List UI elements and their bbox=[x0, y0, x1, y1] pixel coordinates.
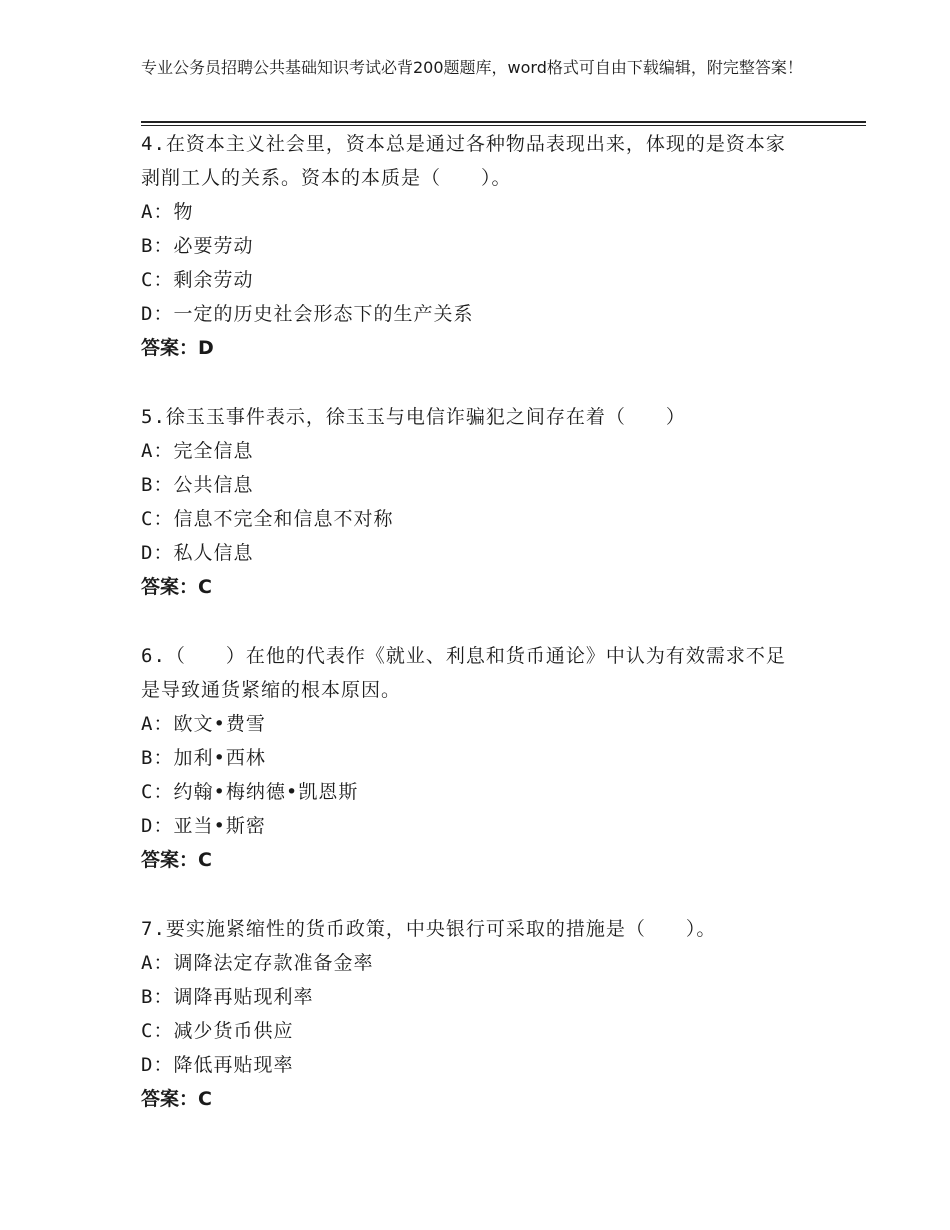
answer: 答案：C bbox=[141, 576, 212, 598]
option-c: C：减少货币供应 bbox=[141, 1020, 294, 1042]
question-stem: 7.要实施紧缩性的货币政策，中央银行可采取的措施是（ ）。 bbox=[141, 918, 717, 940]
header-rule-thick bbox=[141, 121, 866, 123]
header-rule-thin bbox=[141, 125, 866, 126]
question-stem: 4.在资本主义社会里，资本总是通过各种物品表现出来，体现的是资本家剥削工人的关系。资本的本质是（ ）。 bbox=[141, 133, 786, 189]
question-stem: 6.（ ）在他的代表作《就业、利息和货币通论》中认为有效需求不足是导致通货紧缩的根本原因。 bbox=[141, 645, 786, 701]
option-c: C：约翰•梅纳德•凯恩斯 bbox=[141, 781, 359, 803]
option-b: B：必要劳动 bbox=[141, 235, 254, 257]
answer: 答案：C bbox=[141, 1088, 212, 1110]
option-b: B：公共信息 bbox=[141, 474, 254, 496]
answer: 答案：D bbox=[141, 337, 214, 359]
question-4 bbox=[141, 127, 801, 365]
document-header: 专业公务员招聘公共基础知识考试必背200题题库，word格式可自由下载编辑，附完整答案！ bbox=[141, 58, 803, 77]
option-d: D：亚当•斯密 bbox=[141, 815, 266, 837]
option-d: D：降低再贴现率 bbox=[141, 1054, 294, 1076]
option-b: B：调降再贴现利率 bbox=[141, 986, 314, 1008]
question-6 bbox=[141, 639, 801, 877]
option-d: D：一定的历史社会形态下的生产关系 bbox=[141, 303, 474, 325]
question-5 bbox=[141, 400, 801, 604]
option-a: A：欧文•费雪 bbox=[141, 713, 266, 735]
option-d: D：私人信息 bbox=[141, 542, 254, 564]
option-c: C：剩余劳动 bbox=[141, 269, 254, 291]
question-stem: 5.徐玉玉事件表示，徐玉玉与电信诈骗犯之间存在着（ ） bbox=[141, 406, 686, 428]
option-b: B：加利•西林 bbox=[141, 747, 266, 769]
option-c: C：信息不完全和信息不对称 bbox=[141, 508, 394, 530]
option-a: A：调降法定存款准备金率 bbox=[141, 952, 374, 974]
option-a: A：物 bbox=[141, 201, 194, 223]
answer: 答案：C bbox=[141, 849, 212, 871]
option-a: A：完全信息 bbox=[141, 440, 254, 462]
question-7 bbox=[141, 912, 801, 1116]
